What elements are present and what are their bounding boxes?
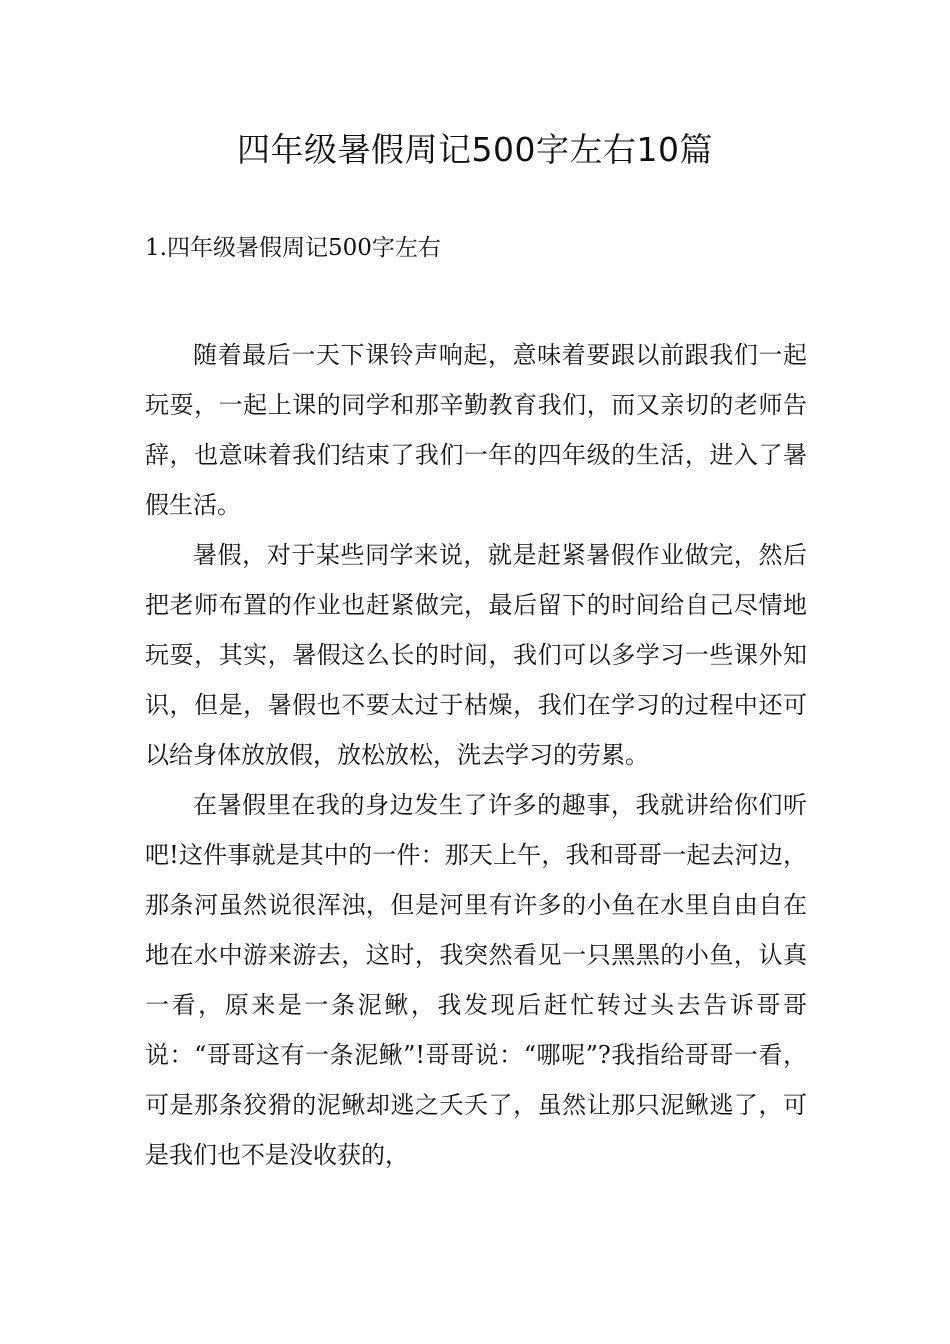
paragraph: 随着最后一天下课铃声响起，意味着要跟以前跟我们一起玩耍，一起上课的同学和那辛勤教育我们，而又亲切的老师告辞，也意味着我们结束了我们一年的四年级的生活，进入了暑假生活。 [145,341,807,519]
paragraph: 在暑假里在我的身边发生了许多的趣事，我就讲给你们听吧!这件事就是其中的一件：那天上午，我和哥哥一起去河边，那条河虽然说很浑浊，但是河里有许多的小鱼在水里自由自在地在水中游来游去，这时，我突然看见一只黑黑的小鱼，认真一看，原来是一条泥鳅，我发现后赶忙转过头去告诉哥哥说：“哥哥这有一条泥鳅”!哥哥说：“哪呢”?我指给哥哥一看，可是那条狡猾的泥鳅却逃之夭夭了，虽然让那只泥鳅逃了，可是我们也不是没收获的， [145,791,807,1169]
paragraph: 暑假，对于某些同学来说，就是赶紧暑假作业做完，然后把老师布置的作业也赶紧做完，最后留下的时间给自己尽情地玩耍，其实，暑假这么长的时间，我们可以多学习一些课外知识，但是，暑假也不要太过于枯燥，我们在学习的过程中还可以给身体放放假，放松放松，洗去学习的劳累。 [145,541,807,769]
body-text [145,330,807,1180]
section-heading: 1.四年级暑假周记500字左右 [145,235,441,261]
document-title: 四年级暑假周记500字左右10篇 [237,130,713,169]
